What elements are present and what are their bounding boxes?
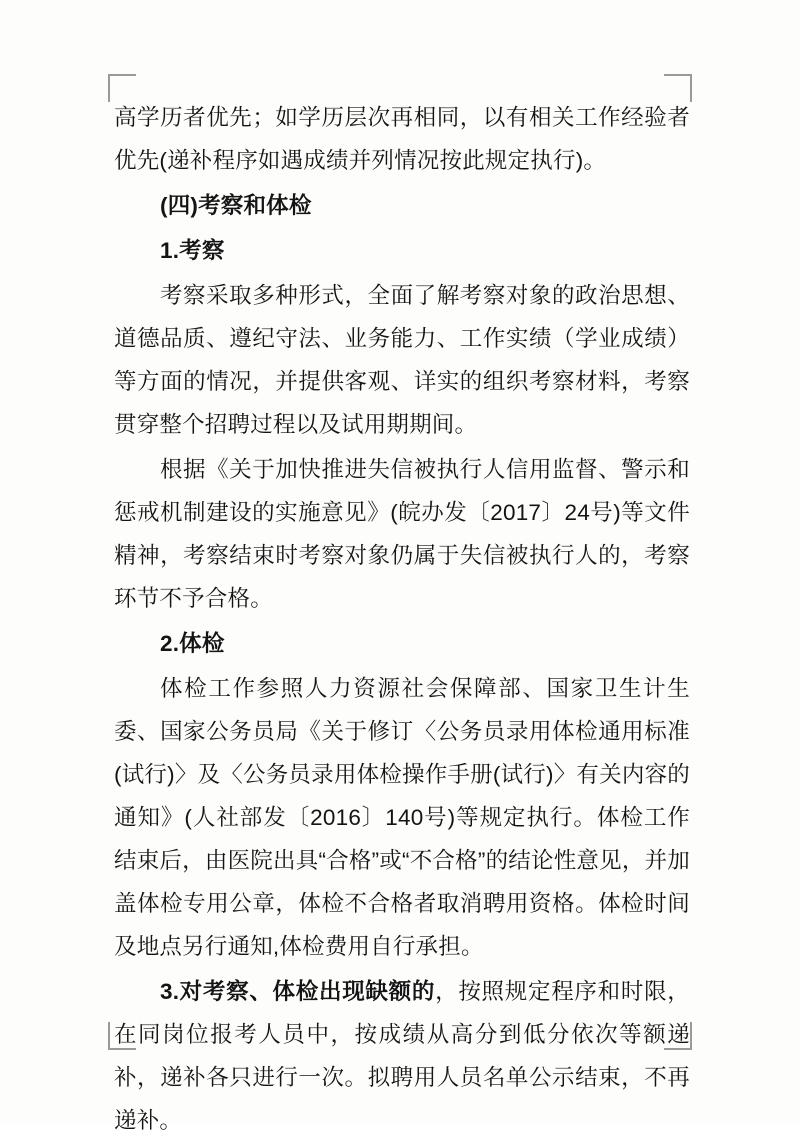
paragraph-vacancy-replacement bbox=[114, 970, 690, 1142]
subsection-heading-medical-exam: 2.体检 bbox=[160, 631, 225, 656]
paragraph-assessment-methods: 考察采取多种形式，全面了解考察对象的政治思想、道德品质、遵纪守法、业务能力、工作实绩（学业成绩）等方面的情况，并提供客观、详实的组织考察材料，考察贯穿整个招聘过程以及试用期期间。 bbox=[114, 283, 690, 437]
subsection-heading-assessment: 1.考察 bbox=[160, 238, 225, 263]
paragraph-assessment-credit-policy: 根据《关于加快推进失信被执行人信用监督、警示和惩戒机制建设的实施意见》(皖办发〔2017〕24号)等文件精神，考察结束时考察对象仍属于失信被执行人的，考察环节不予合格。 bbox=[114, 457, 690, 611]
paragraph-vacancy-replacement-text: ，按照规定程序和时限，在同岗位报考人员中，按成绩从高分到低分依次等额递补，递补各只进行一次。拟聘用人员名单公示结束，不再递补。 bbox=[114, 979, 691, 1133]
paragraph-medical-exam-standards: 体检工作参照人力资源社会保障部、国家卫生计生委、国家公务员局《关于修订〈公务员录用体检通用标准(试行)〉及〈公务员录用体检操作手册(试行)〉有关内容的通知》(人社部发〔2016〕140号)等规定执行。体检工作结束后，由医院出具“合格”或“不合格”的结论性意见，并加盖体检专用公章，体检不合格者取消聘用资格。体检时间及地点另行通知,体检费用自行承担。 bbox=[114, 676, 690, 959]
paragraph-vacancy-replacement-lead: 3.对考察、体检出现缺额的 bbox=[160, 979, 436, 1004]
paragraph-continued: 高学历者优先；如学历层次再相同，以有相关工作经验者优先(递补程序如遇成绩并列情况按此规定执行)。 bbox=[114, 105, 690, 173]
section-heading-assessment-and-medical: (四)考察和体检 bbox=[160, 193, 312, 218]
document-body bbox=[114, 96, 690, 1144]
